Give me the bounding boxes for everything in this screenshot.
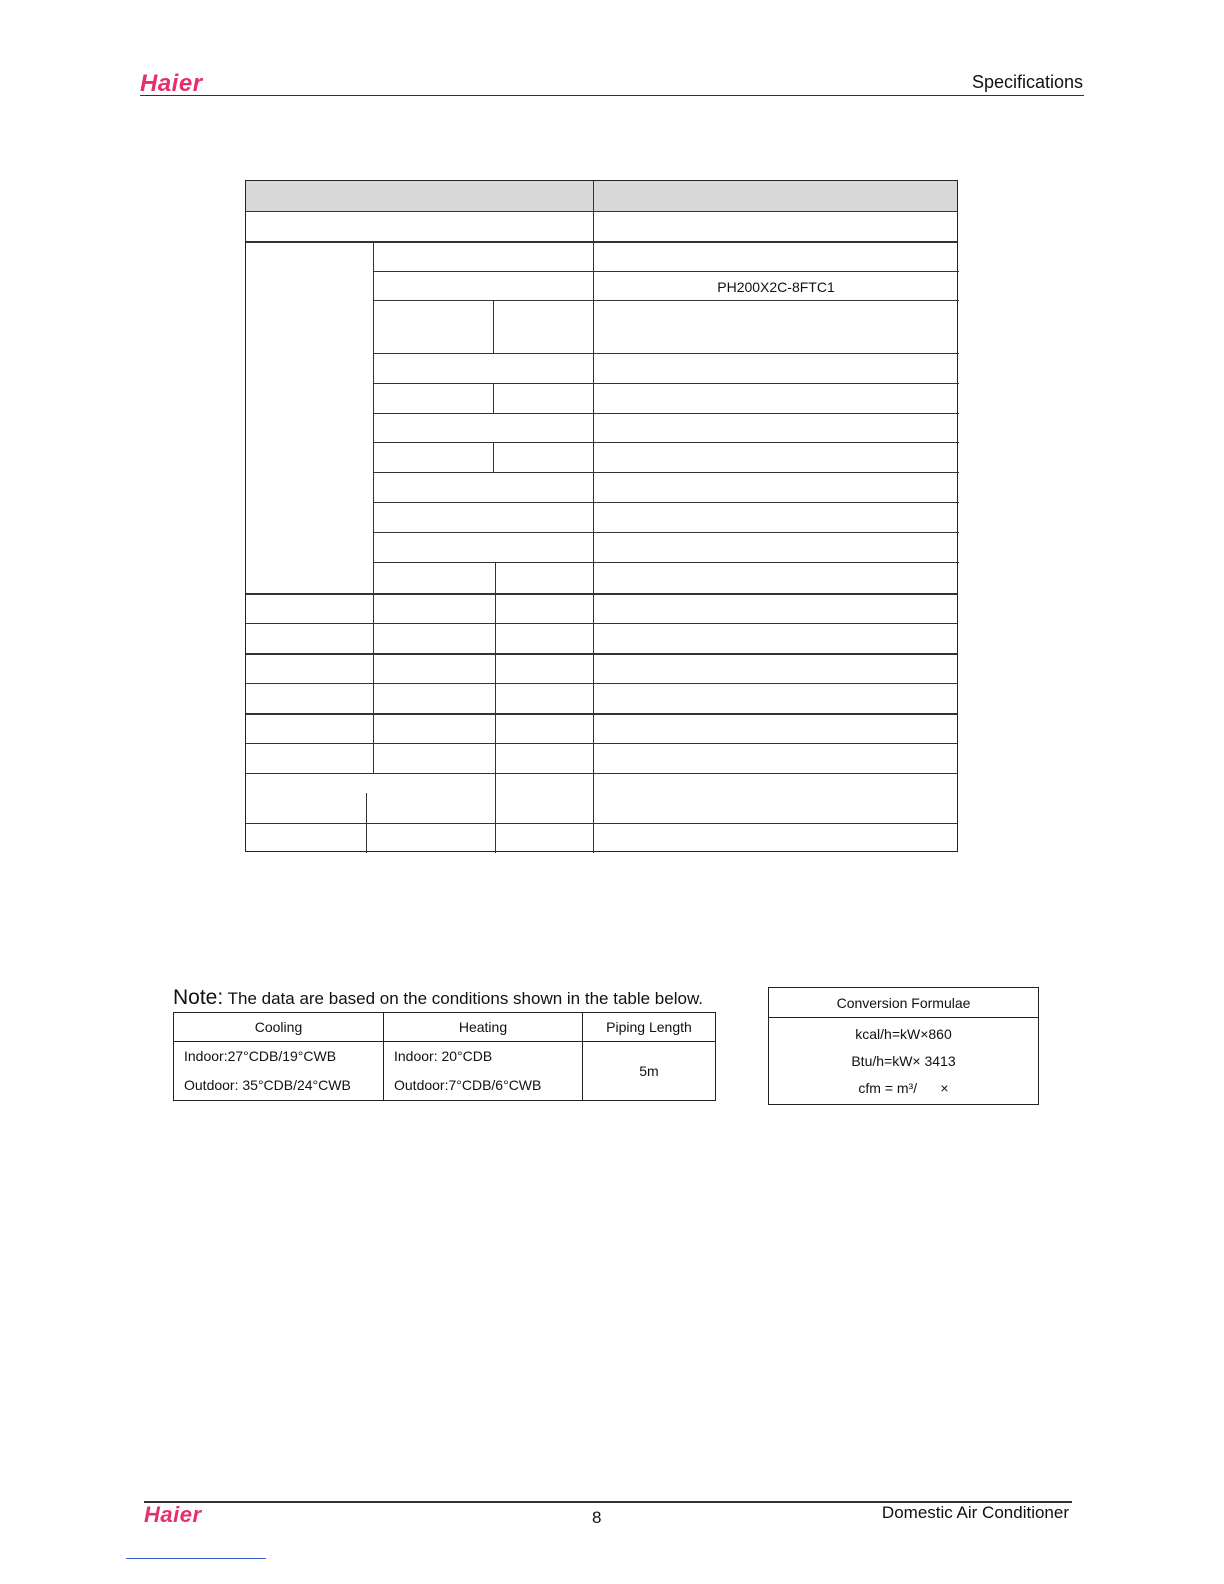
row-line [246, 713, 957, 715]
kcal-formula: kcal/h=kW×860 [855, 1025, 952, 1042]
row-line [373, 562, 959, 563]
row-line [373, 271, 959, 272]
col-line [493, 300, 494, 353]
conversion-table [768, 987, 1039, 1105]
spec-table-header [246, 181, 957, 211]
footer-link-underline[interactable] [126, 1558, 266, 1559]
footer-title: Domestic Air Conditioner [881, 1503, 1069, 1522]
conversion-title: Conversion Formulae [769, 988, 1039, 1018]
footer-haier-logo: Haier [144, 1502, 202, 1527]
row-line [246, 593, 957, 595]
row-line [373, 502, 959, 503]
piping-length-header: Piping Length [583, 1013, 716, 1042]
row-line [246, 623, 957, 624]
row-line [246, 653, 957, 655]
conversion-formulae [769, 1018, 1039, 1105]
heating-outdoor: Outdoor:7°CDB/6°CWB [394, 1077, 542, 1093]
row-line [246, 773, 957, 774]
col-line [493, 442, 494, 472]
section-title: Specifications [971, 72, 1083, 92]
page-number: 8 [592, 1508, 602, 1527]
row-line [246, 743, 957, 744]
cfm-formula: cfm = m³/ × [858, 1079, 949, 1096]
col-line [495, 562, 496, 853]
haier-logo: Haier [140, 70, 203, 97]
note-lead: Note: [173, 986, 224, 1009]
cooling-conditions [174, 1042, 384, 1101]
heating-header: Heating [384, 1013, 583, 1042]
cooling-indoor: Indoor:27°CDB/19°CWB [184, 1048, 337, 1064]
col-line [493, 383, 494, 413]
col-line [366, 793, 367, 853]
row-line [373, 442, 959, 443]
row-line [373, 383, 959, 384]
btu-formula: Btu/h=kW× 3413 [851, 1052, 956, 1069]
heating-indoor: Indoor: 20°CDB [394, 1048, 493, 1064]
conditions-table [173, 1012, 716, 1101]
spec-table [245, 180, 958, 852]
col-line [373, 593, 374, 773]
piping-length-value: 5m [583, 1042, 716, 1101]
header-rule [140, 95, 1084, 96]
row-line [373, 472, 959, 473]
heating-conditions [384, 1042, 583, 1101]
row-line [373, 353, 959, 354]
row-line [373, 532, 959, 533]
cooling-header: Cooling [174, 1013, 384, 1042]
row-line [373, 413, 959, 414]
col-line [373, 241, 374, 593]
note-heading [173, 986, 703, 1010]
indoor-model-value: PH200X2C-8FTC1 [717, 279, 835, 295]
note-text: The data are based on the conditions shown in the table below. [223, 989, 704, 1008]
row-line [246, 823, 957, 824]
row-line [246, 211, 957, 212]
row-line [246, 241, 957, 243]
row-line [246, 683, 957, 684]
row-line [373, 300, 959, 301]
cooling-outdoor: Outdoor: 35°CDB/24°CWB [184, 1077, 351, 1093]
